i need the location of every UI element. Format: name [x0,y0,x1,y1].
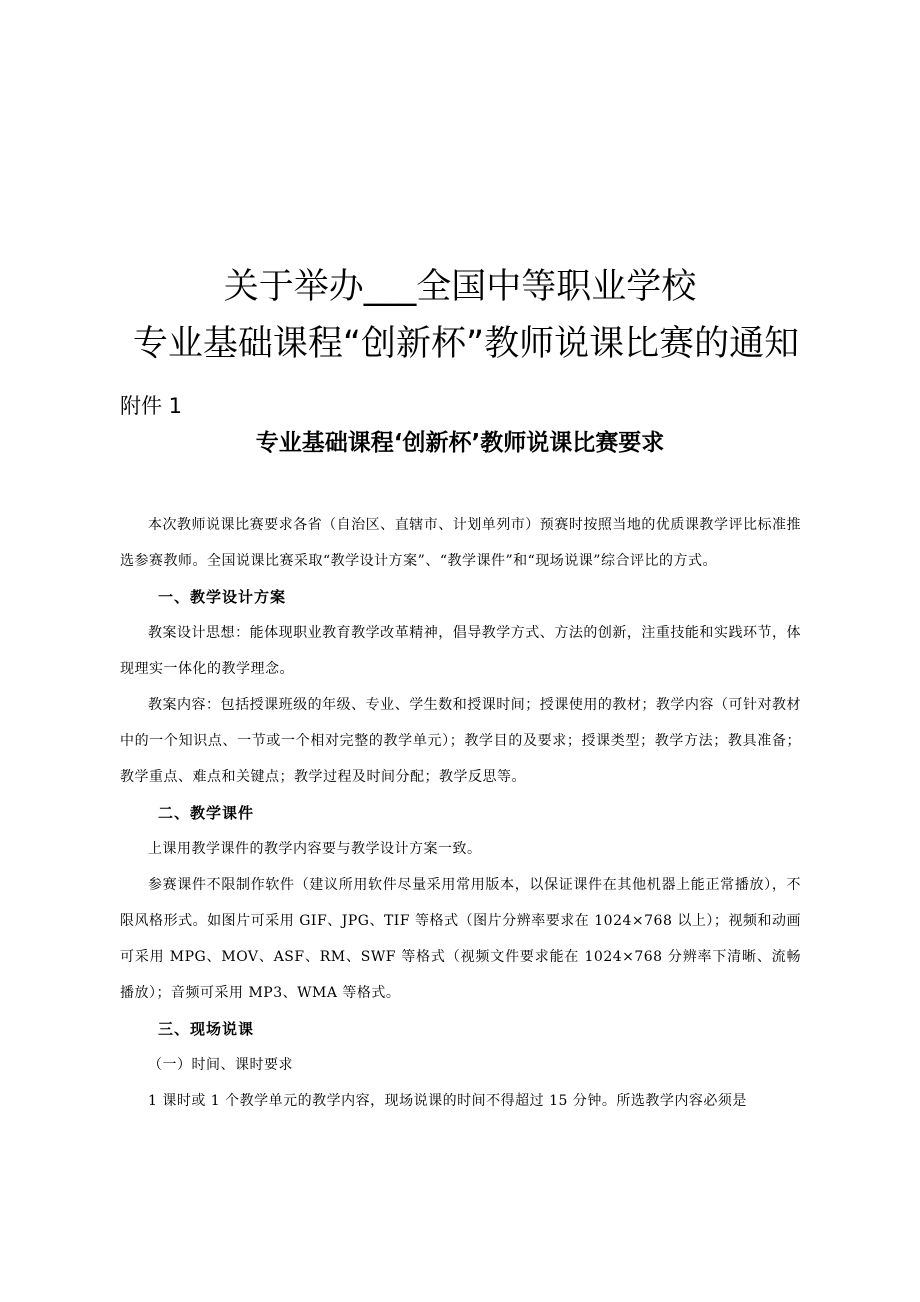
section-1-paragraph-2: 教案内容：包括授课班级的年级、专业、学生数和授课时间；授课使用的教材；教学内容（可针对教材中的一个知识点、一节或一个相对完整的教学单元）；教学目的及要求；授课类型；教学方法；教具准备；教学重点、难点和关键点；教学过程及时间分配；教学反思等。 [120,697,801,785]
attachment-label: 附件 1 [120,394,183,418]
document-subtitle: 专业基础课程‘创新杯’教师说课比赛要求 [255,430,665,456]
section-3-heading: 三、现场说课 [158,1020,255,1038]
section-2-heading: 二、教学课件 [158,804,255,822]
section-2-paragraph-2: 参赛课件不限制作软件（建议所用软件尽量采用常用版本，以保证课件在其他机器上能正常播放），不限风格形式。如图片可采用 GIF、JPG、TIF 等格式（图片分辨率要求在 1024×768 以上）；视频和动画可采用 MPG、MOV、ASF、RM、SWF 等格式（视频文件要求能在 1024×768 分辨率下清晰、流畅播放）；音频可采用 MP3、WMA 等格式。 [120,877,801,1001]
section-3-paragraph-1: 1 课时或 1 个教学单元的教学内容，现场说课的时间不得超过 15 分钟。所选教学内容必须是 [148,1093,747,1109]
document-title-line-2: 专业基础课程“创新杯”教师说课比赛的通知 [132,324,800,364]
section-1-paragraph-1: 教案设计思想：能体现职业教育教学改革精神，倡导教学方式、方法的创新，注重技能和实践环节，体现理实一体化的教学理念。 [120,625,801,677]
document-title-line-1: 关于举办___全国中等职业学校 [223,267,697,307]
document-body [120,507,801,1119]
intro-paragraph: 本次教师说课比赛要求各省（自治区、直辖市、计划单列市）预赛时按照当地的优质课教学评比标准推选参赛教师。全国说课比赛采取“教学设计方案”、“教学课件”和“现场说课”综合评比的方式。 [120,517,801,569]
section-1-heading: 一、教学设计方案 [158,588,287,606]
section-2-paragraph-1: 上课用教学课件的教学内容要与教学设计方案一致。 [148,841,482,857]
section-3-subheading-1: （一）时间、课时要求 [148,1057,293,1073]
